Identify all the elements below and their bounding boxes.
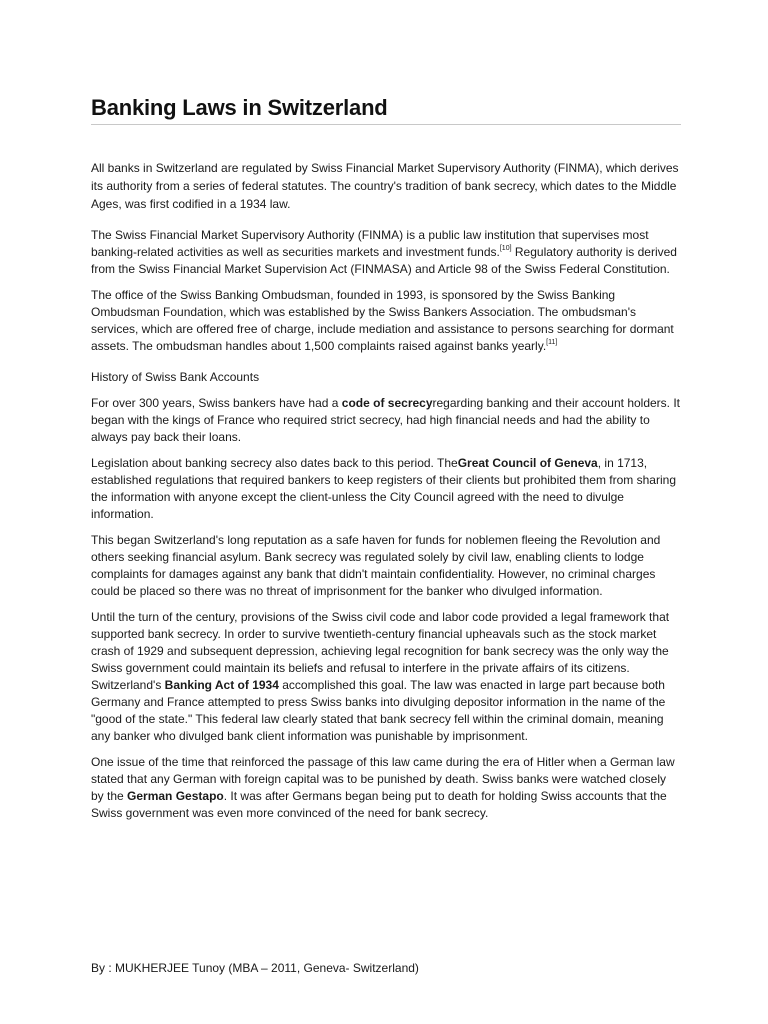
paragraph-text: Until the turn of the century, provisions of the Swiss civil code and labor code provided a legal framework that supported bank secrecy. In order to survive twentieth-century financial upheavals such as the stock market crash of 1929 and subsequent depression, achieving legal recognition for bank secrecy was the only way the Swiss government could maintain its beliefs and refusal to interfere in the private affairs of its citizens. Switzerland's <box>91 610 670 692</box>
paragraph-banking-act <box>91 609 681 745</box>
bold-term: German Gestapo <box>127 789 224 803</box>
paragraph-text: The Swiss Financial Market Supervisory Authority (FINMA) is a public law institution that supervises most banking-related activities as well as securities markets and investment funds. <box>91 228 649 259</box>
bold-term: Banking Act of 1934 <box>164 678 279 692</box>
document-body <box>91 159 681 831</box>
paragraph-ombudsman <box>91 287 681 355</box>
paragraph-text: Regulatory authority is derived from the Swiss Financial Market Supervision Act (FINMASA) and Article 98 of the Swiss Federal Constitution. <box>91 245 677 276</box>
paragraph-text: The office of the Swiss Banking Ombudsman, founded in 1993, is sponsored by the Swiss Banking Ombudsman Foundation, which was established by the Swiss Bankers Association. The ombudsman's services, which are offered free of charge, include mediation and assistance to persons searching for dormant assets. The ombudsman handles about 1,500 complaints raised against banks yearly. <box>91 288 674 353</box>
section-heading-history: History of Swiss Bank Accounts <box>91 370 260 384</box>
author-footer: By : MUKHERJEE Tunoy (MBA – 2011, Geneva- Switzerland) <box>91 961 419 975</box>
paragraph-text: For over 300 years, Swiss bankers have had a <box>91 396 342 410</box>
paragraph-text: , in 1713, established regulations that required bankers to keep registers of their clients but prohibited them from sharing the information with anyone except the client-unless the City Council agreed with the need to divulge information. <box>91 456 676 521</box>
paragraph-safe-haven: This began Switzerland's long reputation as a safe haven for funds for noblemen fleeing the Revolution and others seeking financial asylum. Bank secrecy was regulated solely by civil law, enabling clients to lodge complaints for damages against any bank that didn't maintain confidentiality. However, no criminal charges could be placed so there was no threat of imprisonment for the banker who divulged information. <box>91 533 661 598</box>
paragraph-code-of-secrecy <box>91 395 681 446</box>
title-divider <box>91 124 681 125</box>
page-title: Banking Laws in Switzerland <box>91 95 388 120</box>
paragraph-text: accomplished this goal. The law was enacted in large part because both Germany and France attempted to press Swiss banks into divulging depositor information in the name of the "good of the state." This federal law clearly stated that bank secrecy fell within the criminal domain, meaning any banker who divulged bank client information was punishable by imprisonment. <box>91 678 666 743</box>
paragraph-text: Legislation about banking secrecy also dates back to this period. The <box>91 456 458 470</box>
citation-ref-10: [10] <box>499 245 512 252</box>
bold-term: Great Council of Geneva <box>457 456 598 470</box>
citation-ref-11: [11] <box>546 339 558 346</box>
paragraph-great-council <box>91 455 681 523</box>
paragraph-text: . It was after Germans began being put to death for holding Swiss accounts that the Swiss government was even more convinced of the need for bank secrecy. <box>91 789 667 820</box>
paragraph-text: regarding banking and their account holders. It began with the kings of France who required strict secrecy, had high financial needs and had the ability to always pay back their loans. <box>91 396 681 444</box>
paragraph-finma-intro: All banks in Switzerland are regulated by Swiss Financial Market Supervisory Authority (FINMA), which derives its authority from a series of federal statutes. The country's tradition of bank secrecy, which dates to the Middle Ages, was first codified in a 1934 law. <box>91 161 679 211</box>
bold-term: code of secrecy <box>341 396 433 410</box>
paragraph-text: One issue of the time that reinforced the passage of this law came during the era of Hitler when a German law stated that any German with foreign capital was to be punished by death. Swiss banks were watched closely by the <box>91 755 675 803</box>
paragraph-finma-authority <box>91 227 681 278</box>
paragraph-gestapo <box>91 754 681 822</box>
